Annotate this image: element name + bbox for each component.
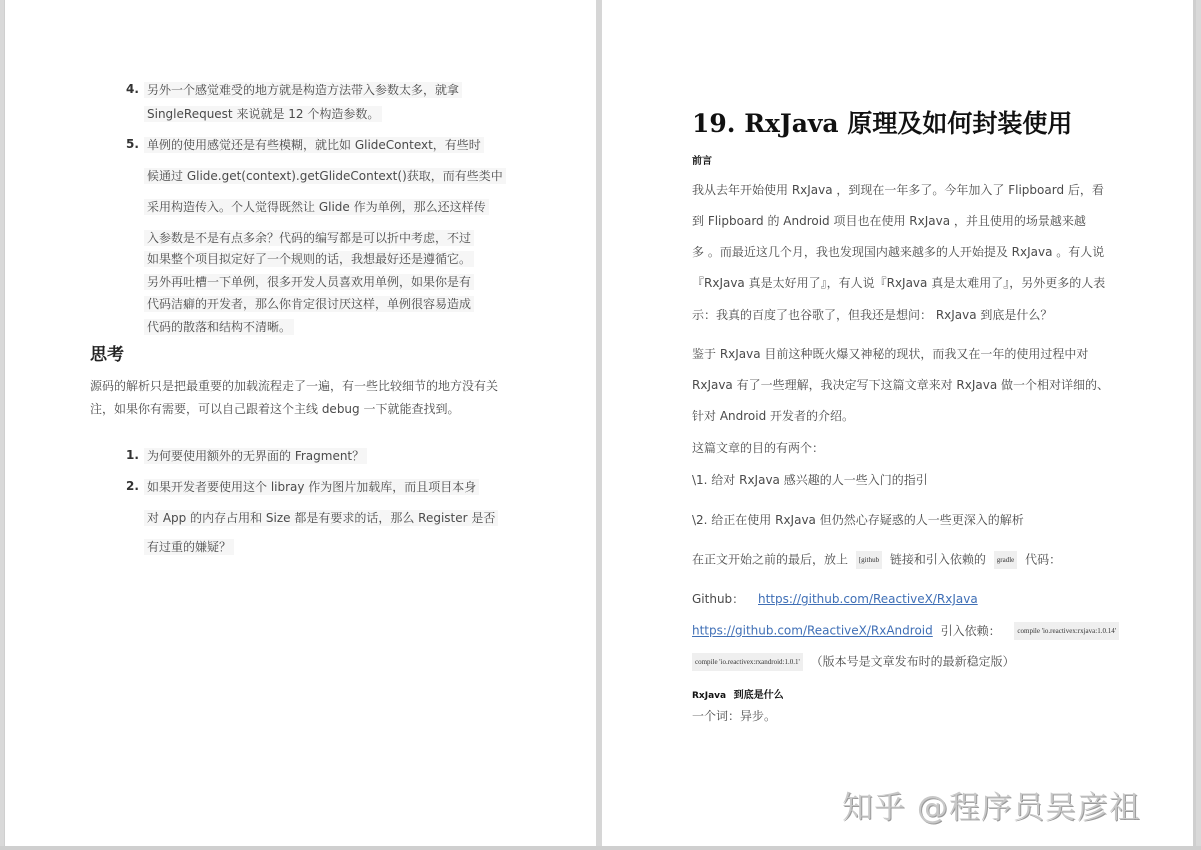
paragraph-line: 鉴于 RxJava 目前这种既火爆又神秘的现状，而我又在一年的使用过程中对 <box>692 347 1089 361</box>
rxjava-link[interactable]: https://github.com/ReactiveX/RxJava <box>758 592 978 606</box>
rxandroid-line <box>692 622 1123 640</box>
version-note: （版本号是文章发布时的最新稳定版） <box>810 654 1015 669</box>
compile-rxandroid-code: compile 'io.reactivex:rxandroid:1.0.1' <box>692 653 803 671</box>
page-bottom-border <box>0 846 1201 850</box>
deps-label: 引入依赖： <box>940 623 1001 638</box>
purpose-item-1: \1. 给对 RxJava 感兴趣的人一些入门的指引 <box>692 473 928 487</box>
answer-line: 一个词：异步。 <box>692 709 777 723</box>
compile-line <box>692 653 1015 671</box>
list-number: 1. <box>126 448 139 462</box>
document-page-left <box>4 0 596 846</box>
preface-heading: 前言 <box>692 156 712 167</box>
list-line: 对 App 的内存占用和 Size 都是有要求的话，那么 Register 是否 <box>144 510 498 526</box>
paragraph-line: RxJava 有了一些理解，我决定写下这篇文章来对 RxJava 做一个相对详细的、 <box>692 378 1110 392</box>
links-intro-text: 代码： <box>1025 552 1062 567</box>
links-intro-text: 在正文开始之前的最后，放上 <box>692 552 849 567</box>
list-line: 入参数是不是有点多余？代码的编写都是可以折中考虑，不过 <box>144 230 474 246</box>
rxandroid-link[interactable]: https://github.com/ReactiveX/RxAndroid <box>692 623 933 638</box>
section-heading-thinking: 思考 <box>90 345 124 365</box>
paragraph-line: 针对 Android 开发者的介绍。 <box>692 409 855 423</box>
paragraph-line: 『RxJava 真是太好用了』，有人说『RxJava 真是太难用了』，另外更多的人表 <box>692 276 1106 290</box>
subheading-text: 到底是什么 <box>733 690 784 701</box>
paragraph-line: 示：我真的百度了也谷歌了，但我还是想问： RxJava 到底是什么？ <box>692 308 1053 322</box>
list-line: 为何要使用额外的无界面的 Fragment？ <box>144 448 367 464</box>
paragraph-line: 多 。而最近这几个月，我也发现国内越来越多的人开始提及 RxJava 。有人说 <box>692 245 1105 259</box>
paragraph-line: 到 Flipboard 的 Android 项目也在使用 RxJava ，并且使用的场景越来越 <box>692 214 1086 228</box>
github-line <box>692 591 978 607</box>
list-line: 如果开发者要使用这个 libray 作为图片加载库，而且项目本身 <box>144 479 479 495</box>
paragraph-line: 我从去年开始使用 RxJava ，到现在一年多了。今年加入了 Flipboard 后，看 <box>692 183 1104 197</box>
list-number: 5. <box>126 137 139 151</box>
subheading-prefix: RxJava <box>692 691 727 701</box>
list-line: 另外再吐槽一下单例，很多开发人员喜欢用单例，如果你是有 <box>144 274 474 290</box>
links-intro-text: 链接和引入依赖的 <box>889 552 986 567</box>
list-line: 有过重的嫌疑？ <box>144 539 234 555</box>
compile-rxjava-code: compile 'io.reactivex:rxjava:1.0.14' <box>1014 622 1119 640</box>
list-line: 另外一个感觉难受的地方就是构造方法带入参数太多，就拿 <box>144 82 462 98</box>
article-title: 19. RxJava 原理及如何封装使用 <box>692 109 1073 138</box>
subheading-what-is-rxjava <box>692 686 784 701</box>
list-line: 如果整个项目拟定好了一个规则的话，我想最好还是遵循它。 <box>144 251 474 267</box>
list-line: SingleRequest 来说就是 12 个构造参数。 <box>144 106 382 122</box>
zhihu-watermark: 知乎 @程序员吴彦祖 <box>842 790 1141 826</box>
purpose-intro: 这篇文章的目的有两个： <box>692 441 825 455</box>
list-number: 4. <box>126 82 139 96</box>
gradle-code-chip: gradle <box>994 551 1018 569</box>
github-label: Github： <box>692 592 745 606</box>
list-line: 候通过 Glide.get(context).getGlideContext()获取，而有些类中 <box>144 168 506 184</box>
list-number: 2. <box>126 479 139 493</box>
list-line: 代码洁癖的开发者，那么你肯定很讨厌这样，单例很容易造成 <box>144 296 474 312</box>
list-line: 单例的使用感觉还是有些模糊，就比如 GlideContext，有些时 <box>144 137 484 153</box>
paragraph-line: 源码的解析只是把最重要的加载流程走了一遍，有一些比较细节的地方没有关 <box>90 379 499 393</box>
links-intro <box>692 551 1061 569</box>
purpose-item-2: \2. 给正在使用 RxJava 但仍然心存疑惑的人一些更深入的解析 <box>692 513 1024 527</box>
list-line: 采用构造传入。个人觉得既然让 Glide 作为单例，那么还这样传 <box>144 199 489 215</box>
paragraph-line: 注，如果你有需要，可以自己跟着这个主线 debug 一下就能查找到。 <box>90 402 460 416</box>
list-line: 代码的散落和结构不清晰。 <box>144 319 294 335</box>
github-code-chip: [github <box>856 551 882 569</box>
